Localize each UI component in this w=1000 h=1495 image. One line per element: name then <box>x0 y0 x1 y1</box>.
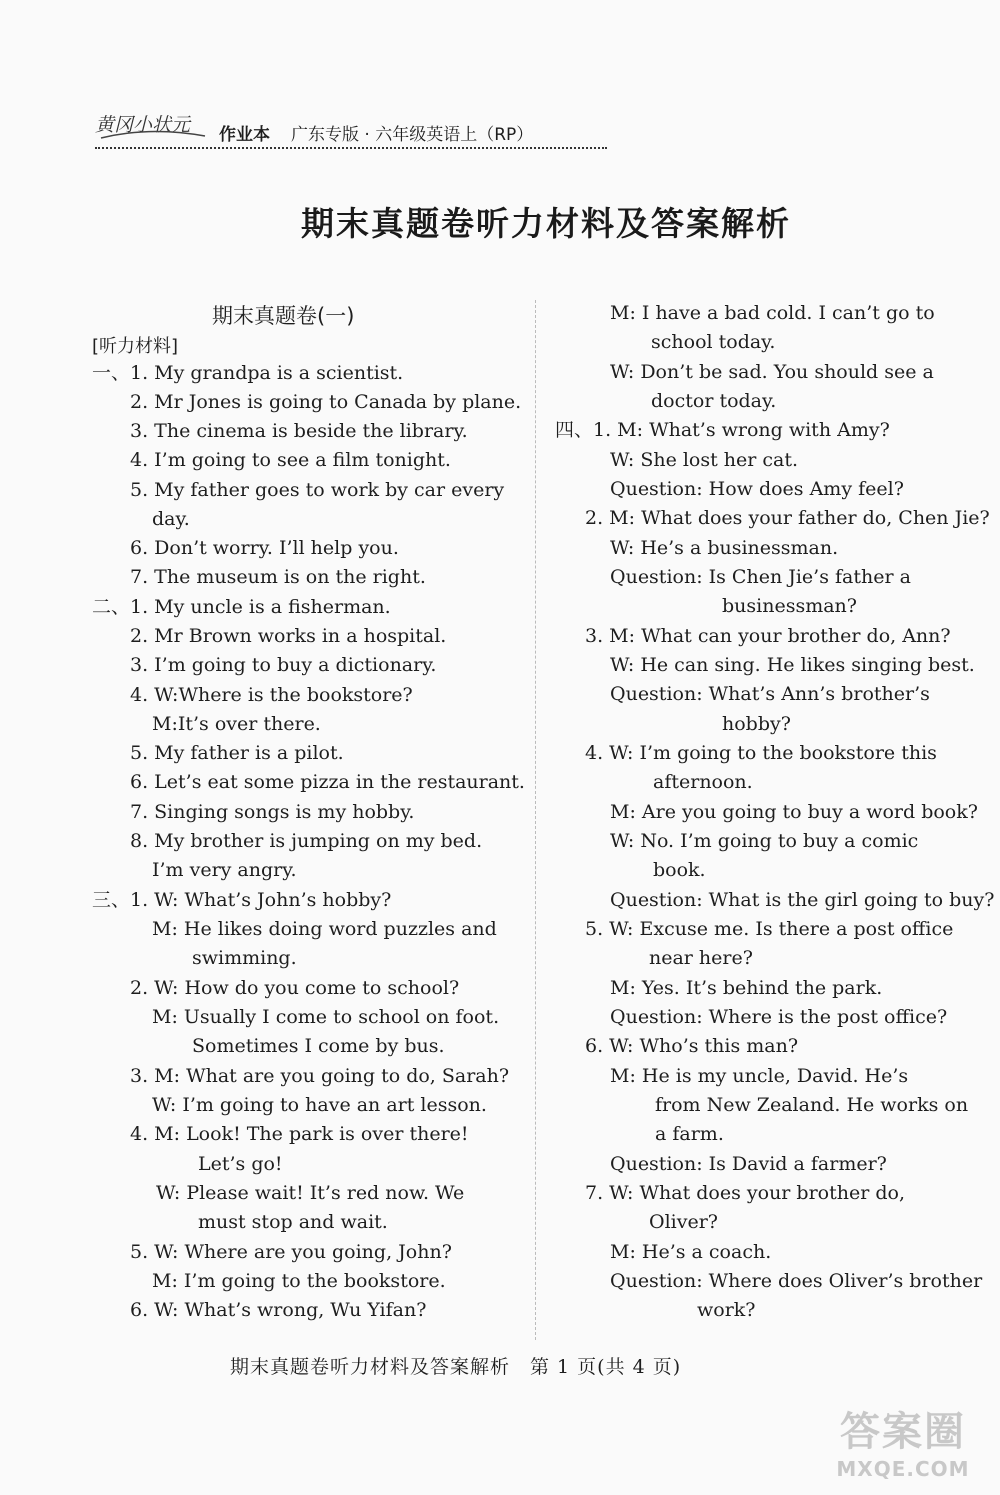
text-line: 3. M: What can your brother do, Ann? <box>585 625 951 647</box>
text-line: near here? <box>649 947 753 969</box>
text-line: 5. W: Where are you going, John? <box>130 1241 452 1263</box>
text-line: Question: Where does Oliver’s brother <box>610 1270 983 1292</box>
text-line: Question: Where is the post office? <box>610 1006 948 1028</box>
text-line: 7. The museum is on the right. <box>130 566 426 588</box>
text-line: 6. W: What’s wrong, Wu Yifan? <box>130 1299 427 1321</box>
text-line: 7. Singing songs is my hobby. <box>130 801 415 823</box>
text-line: 一、1. My grandpa is a scientist. <box>92 362 404 384</box>
text-line: doctor today. <box>651 390 777 412</box>
text-line: 6. Don’t worry. I’ll help you. <box>130 537 399 559</box>
text-line: W: No. I’m going to buy a comic <box>610 830 919 852</box>
text-line: businessman? <box>722 595 857 617</box>
text-line: 三、1. W: What’s John’s hobby? <box>92 889 392 911</box>
text-line: a farm. <box>655 1123 724 1145</box>
text-line: school today. <box>651 331 776 353</box>
text-line: day. <box>152 508 190 530</box>
section-label: [听力材料] <box>92 336 179 357</box>
text-line: W: Please wait! It’s red now. We <box>156 1182 465 1204</box>
text-line: 7. W: What does your brother do, <box>585 1182 905 1204</box>
text-line: Question: What is the girl going to buy? <box>610 889 995 911</box>
text-line: W: He’s a businessman. <box>610 537 839 559</box>
text-line: W: Don’t be sad. You should see a <box>610 361 934 383</box>
header-rule <box>95 147 607 149</box>
text-line: W: He can sing. He likes singing best. <box>610 654 975 676</box>
text-line: Question: How does Amy feel? <box>610 478 904 500</box>
text-line: 4. W:Where is the bookstore? <box>130 684 413 706</box>
column-divider <box>535 300 536 1340</box>
page-footer: 期末真题卷听力材料及答案解析 第 1 页(共 4 页) <box>230 1356 682 1378</box>
text-line: must stop and wait. <box>198 1211 388 1233</box>
text-line: M: He’s a coach. <box>610 1241 772 1263</box>
text-line: W: She lost her cat. <box>610 449 799 471</box>
text-line: 6. Let’s eat some pizza in the restaurant. <box>130 771 525 793</box>
text-line: M: Usually I come to school on foot. <box>152 1006 500 1028</box>
text-line: M: I have a bad cold. I can’t go to <box>610 302 935 324</box>
watermark-logo: 答案圈 <box>840 1409 966 1455</box>
text-line: M: Are you going to buy a word book? <box>610 801 978 823</box>
text-line: 二、1. My uncle is a fisherman. <box>92 596 391 618</box>
text-line: 4. W: I’m going to the bookstore this <box>585 742 937 764</box>
text-line: 4. M: Look! The park is over there! <box>130 1123 469 1145</box>
site-watermark <box>818 1400 988 1481</box>
text-line: Question: What’s Ann’s brother’s <box>610 683 930 705</box>
page-header <box>95 110 607 155</box>
text-line: M: Yes. It’s behind the park. <box>610 977 883 999</box>
text-line: 8. My brother is jumping on my bed. <box>130 830 483 852</box>
text-line: hobby? <box>722 713 791 735</box>
text-line: work? <box>697 1299 756 1321</box>
text-line: 6. W: Who’s this man? <box>585 1035 799 1057</box>
text-line: 四、1. M: What’s wrong with Amy? <box>555 419 890 441</box>
text-line: W: I’m going to have an art lesson. <box>152 1094 487 1116</box>
text-line: 2. Mr Brown works in a hospital. <box>130 625 447 647</box>
text-line: 4. I’m going to see a film tonight. <box>130 449 451 471</box>
text-line: 2. Mr Jones is going to Canada by plane. <box>130 391 522 413</box>
text-line: book. <box>653 859 706 881</box>
text-line: 3. The cinema is beside the library. <box>130 420 468 442</box>
text-line: Oliver? <box>649 1211 718 1233</box>
brand-logo: 黄冈小状元 <box>95 114 191 136</box>
text-line: 3. I’m going to buy a dictionary. <box>130 654 437 676</box>
text-line: 2. W: How do you come to school? <box>130 977 460 999</box>
watermark-url: MXQE.COM <box>836 1457 970 1481</box>
page-title: 期末真题卷听力材料及答案解析 <box>301 204 791 243</box>
text-line: 2. M: What does your father do, Chen Jie? <box>585 507 990 529</box>
text-line: swimming. <box>192 947 297 969</box>
text-line: afternoon. <box>653 771 753 793</box>
text-line: I’m very angry. <box>152 859 297 881</box>
text-line: Question: Is Chen Jie’s father a <box>610 566 911 588</box>
text-line: Sometimes I come by bus. <box>192 1035 445 1057</box>
text-line: 5. My father is a pilot. <box>130 742 344 764</box>
text-line: M: He likes doing word puzzles and <box>152 918 497 940</box>
text-line: M:It’s over there. <box>152 713 321 735</box>
text-line: Let’s go! <box>198 1153 283 1175</box>
book-type: 作业本 <box>219 125 270 145</box>
text-line: 5. My father goes to work by car every <box>130 479 505 501</box>
logo-swoosh-icon <box>95 128 210 144</box>
text-line: Question: Is David a farmer? <box>610 1153 887 1175</box>
text-line: 5. W: Excuse me. Is there a post office <box>585 918 954 940</box>
book-edition: 广东专版 · 六年级英语上（RP） <box>291 125 534 145</box>
text-line: from New Zealand. He works on <box>655 1094 969 1116</box>
text-line: M: I’m going to the bookstore. <box>152 1270 446 1292</box>
text-line: 3. M: What are you going to do, Sarah? <box>130 1065 510 1087</box>
text-line: M: He is my uncle, David. He’s <box>610 1065 909 1087</box>
section-title: 期末真题卷(一) <box>212 304 355 328</box>
